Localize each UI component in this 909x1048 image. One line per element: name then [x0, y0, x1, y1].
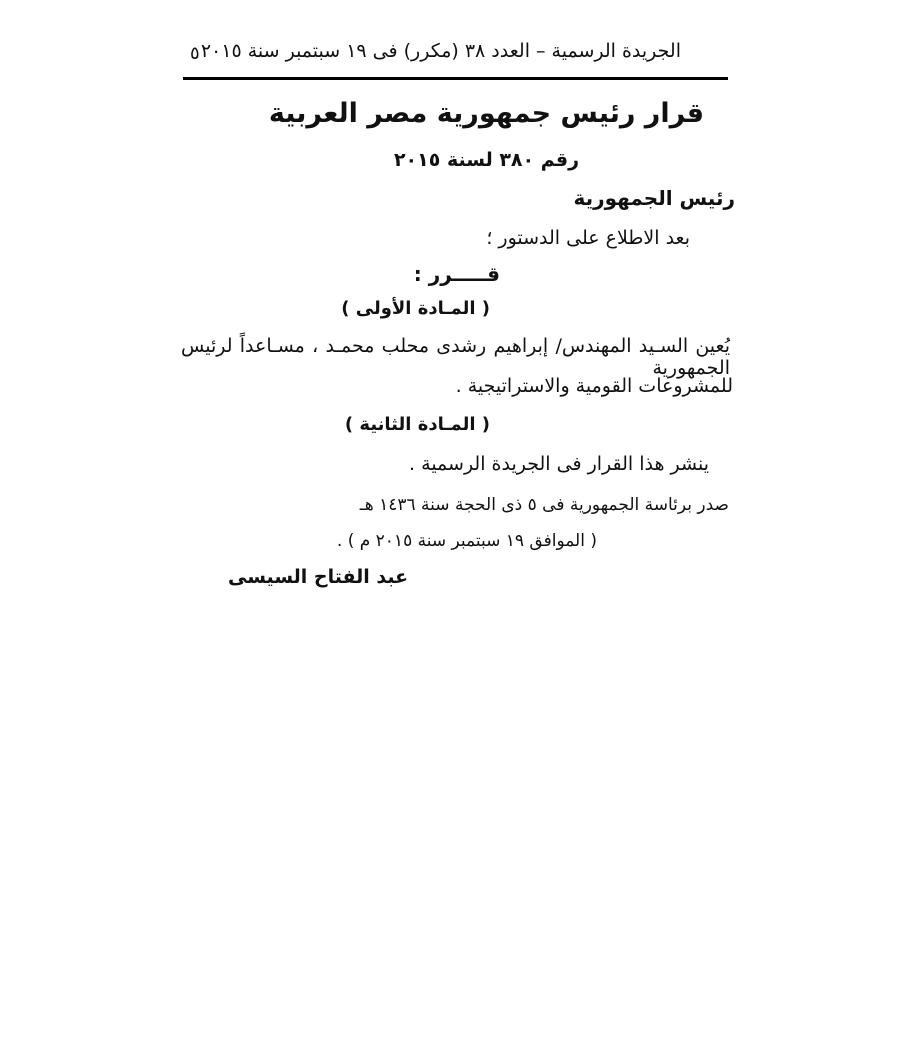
- gazette-header-issue-line: الجريدة الرسمية – العدد ٣٨ (مكرر) فى ١٩ سبتمبر سنة ٢٠١٥: [200, 40, 681, 62]
- article-one-text-line2: للمشروعات القومية والاستراتيجية .: [455, 375, 733, 397]
- preamble-line: بعد الاطلاع على الدستور ؛: [486, 227, 690, 249]
- article-one-heading: ( المـادة الأولى ): [341, 298, 490, 319]
- article-two-heading: ( المـادة الثانية ): [344, 414, 490, 435]
- decree-title: قرار رئيس جمهورية مصر العربية: [268, 98, 705, 129]
- article-one-text-line1: يُعين السـيد المهندس/ إبراهيم رشدى محلب محمـد ، مسـاعداً لرئيس الجمهورية: [181, 335, 730, 379]
- decree-number-subtitle: رقم ٣٨٠ لسنة ٢٠١٥: [393, 149, 580, 171]
- issued-date-hijri: صدر برئاسة الجمهورية فى ٥ ذى الحجة سنة ١٤٣٦ هـ: [359, 495, 729, 515]
- issuing-authority: رئيس الجمهورية: [573, 186, 735, 210]
- header-divider-rule: [183, 77, 728, 80]
- decree-enactment-word: قـــــرر :: [413, 262, 500, 286]
- page-number: ٥: [190, 43, 200, 64]
- article-two-text: ينشر هذا القرار فى الجريدة الرسمية .: [409, 453, 709, 475]
- issued-date-gregorian: ( الموافق ١٩ سبتمبر سنة ٢٠١٥ م ) .: [336, 531, 597, 551]
- president-signature: عبد الفتاح السيسى: [228, 566, 409, 588]
